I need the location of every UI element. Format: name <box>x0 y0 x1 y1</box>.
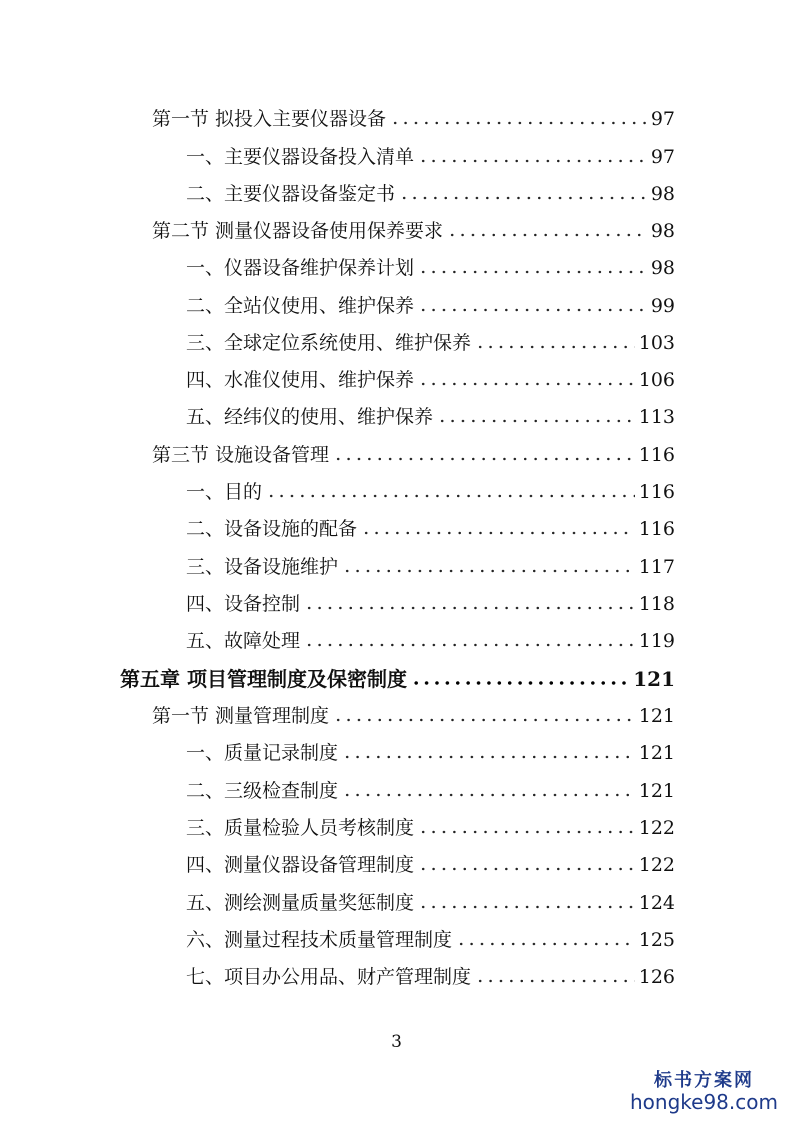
dot-leader <box>333 456 635 462</box>
toc-entry-title: 七、项目办公用品、财产管理制度 <box>186 966 472 988</box>
toc-entry-page: 98 <box>650 257 675 279</box>
toc-entry-title: 第二节 测量仪器设备使用保养要求 <box>152 220 444 242</box>
toc-entry[interactable] <box>186 960 675 990</box>
dot-leader <box>418 829 635 835</box>
toc-entry-title: 一、质量记录制度 <box>186 742 339 764</box>
toc-entry-title: 三、质量检验人员考核制度 <box>186 817 415 839</box>
toc-entry[interactable] <box>152 102 675 132</box>
dot-leader <box>342 792 635 798</box>
toc-entry-page: 99 <box>650 295 675 317</box>
toc-entry-page: 122 <box>638 817 675 839</box>
toc-entry-title: 第一节 拟投入主要仪器设备 <box>152 108 387 130</box>
dot-leader <box>418 158 647 164</box>
toc-entry-page: 97 <box>650 146 675 168</box>
toc-entry-title: 五、测绘测量质量奖惩制度 <box>186 892 415 914</box>
toc-entry[interactable] <box>186 587 675 617</box>
toc-entry-title: 第三节 设施设备管理 <box>152 444 330 466</box>
toc-entry[interactable] <box>186 177 675 207</box>
toc-entry-page: 124 <box>638 892 675 914</box>
toc-entry-page: 116 <box>638 481 675 503</box>
dot-leader <box>418 381 635 387</box>
toc-entry[interactable] <box>152 699 675 729</box>
dot-leader <box>342 568 635 574</box>
page-number: 3 <box>391 1032 402 1052</box>
toc-entry-page: 121 <box>633 667 675 691</box>
toc-entry[interactable] <box>186 512 675 542</box>
toc-entry-page: 117 <box>638 556 675 578</box>
dot-leader <box>456 941 635 947</box>
dot-leader <box>266 493 635 499</box>
watermark <box>629 1066 779 1114</box>
toc-entry-title: 二、主要仪器设备鉴定书 <box>186 183 396 205</box>
toc-entry[interactable] <box>186 400 675 430</box>
dot-leader <box>418 269 647 275</box>
toc-entry-title: 四、水准仪使用、维护保养 <box>186 369 415 391</box>
toc-entry-title: 三、全球定位系统使用、维护保养 <box>186 332 472 354</box>
toc-entry-page: 116 <box>638 444 675 466</box>
dot-leader <box>361 530 635 536</box>
toc-entry-title: 一、目的 <box>186 481 263 503</box>
dot-leader <box>475 978 635 984</box>
toc-entry[interactable] <box>186 140 675 170</box>
toc-entry[interactable] <box>186 475 675 505</box>
toc-entry[interactable] <box>152 214 675 244</box>
toc-entry-title: 一、主要仪器设备投入清单 <box>186 146 415 168</box>
toc-entry-page: 119 <box>638 630 675 652</box>
toc-entry-title: 二、设备设施的配备 <box>186 518 358 540</box>
toc-entry-title: 五、经纬仪的使用、维护保养 <box>186 406 434 428</box>
dot-leader <box>304 642 635 648</box>
toc-entry[interactable] <box>186 848 675 878</box>
toc-chapter-entry[interactable] <box>120 662 675 692</box>
toc-entry-title: 三、设备设施维护 <box>186 556 339 578</box>
toc-entry[interactable] <box>186 550 675 580</box>
toc-entry[interactable] <box>186 811 675 841</box>
toc-entry[interactable] <box>186 326 675 356</box>
toc-entry-page: 113 <box>638 406 675 428</box>
dot-leader <box>390 120 647 126</box>
toc-entry-page: 106 <box>638 369 675 391</box>
toc-entry-title: 第一节 测量管理制度 <box>152 705 330 727</box>
dot-leader <box>418 307 647 313</box>
dot-leader <box>418 866 635 872</box>
toc-entry[interactable] <box>186 886 675 916</box>
watermark-url: hongke98.com <box>630 1090 778 1114</box>
dot-leader <box>475 344 635 350</box>
toc-entry-page: 97 <box>650 108 675 130</box>
toc-entry[interactable] <box>186 774 675 804</box>
watermark-name: 标书方案网 <box>654 1070 754 1091</box>
toc-entry-title: 四、设备控制 <box>186 593 301 615</box>
toc-entry-title: 二、三级检查制度 <box>186 780 339 802</box>
toc-entry-title: 六、测量过程技术质量管理制度 <box>186 929 453 951</box>
toc-entry-title: 二、全站仪使用、维护保养 <box>186 295 415 317</box>
dot-leader <box>399 195 647 201</box>
dot-leader <box>411 680 629 686</box>
toc-entry-title: 四、测量仪器设备管理制度 <box>186 854 415 876</box>
toc-entry[interactable] <box>152 438 675 468</box>
toc-entry[interactable] <box>186 251 675 281</box>
toc-entry[interactable] <box>186 736 675 766</box>
dot-leader <box>342 754 635 760</box>
dot-leader <box>418 904 635 910</box>
dot-leader <box>304 605 635 611</box>
toc-entry-page: 126 <box>638 966 675 988</box>
toc-entry-page: 98 <box>650 220 675 242</box>
toc-entry-page: 121 <box>638 705 675 727</box>
dot-leader <box>447 232 647 238</box>
toc-entry-page: 103 <box>638 332 675 354</box>
toc-entry-title: 第五章 项目管理制度及保密制度 <box>120 667 407 691</box>
toc-entry-page: 98 <box>650 183 675 205</box>
dot-leader <box>437 418 635 424</box>
toc-entry-page: 125 <box>638 929 675 951</box>
toc-entry-page: 116 <box>638 518 675 540</box>
toc-entry[interactable] <box>186 363 675 393</box>
toc-entry[interactable] <box>186 289 675 319</box>
dot-leader <box>333 717 635 723</box>
toc-entry[interactable] <box>186 923 675 953</box>
toc-entry-page: 121 <box>638 780 675 802</box>
toc-entry-page: 121 <box>638 742 675 764</box>
toc-entry-page: 122 <box>638 854 675 876</box>
toc-entry-title: 五、故障处理 <box>186 630 301 652</box>
toc-entry-title: 一、仪器设备维护保养计划 <box>186 257 415 279</box>
toc-entry-page: 118 <box>638 593 675 615</box>
toc-entry[interactable] <box>186 624 675 654</box>
